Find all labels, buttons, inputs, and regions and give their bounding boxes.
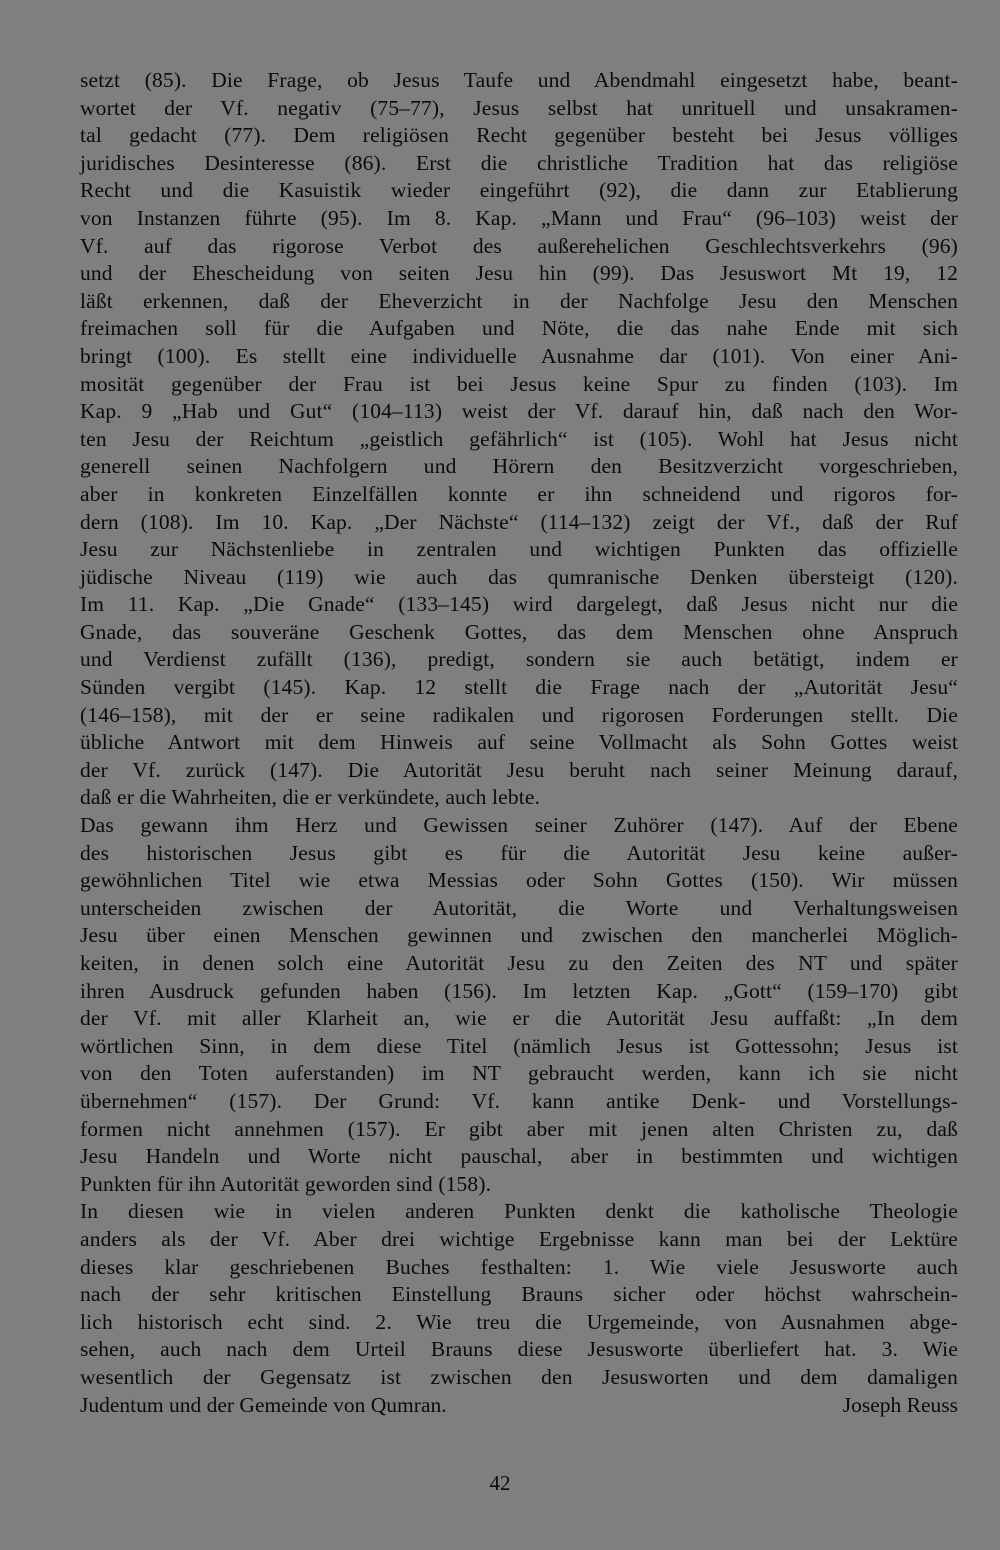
- text-line: dern (108). Im 10. Kap. „Der Nächste“ (114–132) zeigt der Vf., daß der Ruf: [80, 509, 958, 534]
- text-line: freimachen soll für die Aufgaben und Nöte, die das nahe Ende mit sich: [80, 316, 958, 341]
- text-line: setzt (85). Die Frage, ob Jesus Taufe und Abendmahl eingesetzt habe, beant-: [80, 68, 958, 92]
- text-line: keiten, in denen solch eine Autorität Jesu zu den Zeiten des NT und später: [80, 951, 958, 975]
- text-line: bringt (100). Es stellt eine individuelle Ausnahme dar (101). Von einer Ani-: [80, 343, 958, 368]
- text-line: generell seinen Nachfolgern und Hörern den Besitzverzicht vorgeschrieben,: [80, 454, 958, 479]
- text-line: aber in konkreten Einzelfällen konnte er ihn schneidend und rigoros for-: [80, 481, 958, 506]
- page-number: 42: [489, 1471, 511, 1495]
- text-line: Jesu über einen Menschen gewinnen und zwischen den mancherlei Möglich-: [80, 923, 958, 948]
- text-line: daß er die Wahrheiten, die er verkündete, auch lebte.: [80, 785, 541, 810]
- text-line: ten Jesu der Reichtum „geistlich gefährlich“ ist (105). Wohl hat Jesus nicht: [80, 426, 958, 451]
- text-line: übernehmen“ (157). Der Grund: Vf. kann antike Denk- und Vorstellungs-: [80, 1088, 958, 1113]
- text-line: übliche Antwort mit dem Hinweis auf seine Vollmacht als Sohn Gottes weist: [80, 730, 958, 755]
- text-line: wesentlich der Gegensatz ist zwischen den Jesusworten und dem damaligen: [80, 1364, 958, 1389]
- paragraph: [80, 1198, 958, 1391]
- text-line: Jesu Handeln und Worte nicht pauschal, aber in bestimmten und wichtigen: [80, 1144, 958, 1169]
- text-line: anders als der Vf. Aber drei wichtige Ergebnisse kann man bei der Lektüre: [80, 1226, 958, 1251]
- author-signature: Joseph Reuss: [842, 1392, 958, 1417]
- text-line: und Verdienst zufällt (136), predigt, sondern sie auch betätigt, indem er: [80, 647, 958, 672]
- text-line: gewöhnlichen Titel wie etwa Messias oder Sohn Gottes (150). Wir müssen: [80, 868, 958, 893]
- text-line: läßt erkennen, daß der Eheverzicht in der Nachfolge Jesu den Menschen: [80, 288, 958, 313]
- text-line: Jesu zur Nächstenliebe in zentralen und wichtigen Punkten das offizielle: [80, 537, 958, 562]
- text-line: Vf. auf das rigorose Verbot des außerehelichen Geschlechtsverkehrs (96): [80, 233, 958, 258]
- text-line: Gnade, das souveräne Geschenk Gottes, das dem Menschen ohne Anspruch: [80, 619, 958, 644]
- text-line: Sünden vergibt (145). Kap. 12 stellt die Frage nach der „Autorität Jesu“: [80, 675, 958, 700]
- text-line: sehen, auch nach dem Urteil Brauns diese Jesusworte überliefert hat. 3. Wie: [80, 1337, 958, 1362]
- text-line: Im 11. Kap. „Die Gnade“ (133–145) wird dargelegt, daß Jesus nicht nur die: [80, 592, 958, 617]
- text-line: lich historisch echt sind. 2. Wie treu die Urgemeinde, von Ausnahmen abge-: [80, 1309, 958, 1334]
- text-line: Kap. 9 „Hab und Gut“ (104–113) weist der Vf. darauf hin, daß nach den Wor-: [80, 399, 958, 424]
- text-line: des historischen Jesus gibt es für die Autorität Jesu keine außer-: [80, 840, 958, 865]
- text-line: von den Toten auferstanden) im NT gebraucht werden, kann ich sie nicht: [80, 1061, 958, 1086]
- text-line: Punkten für ihn Autorität geworden sind (158).: [80, 1171, 492, 1196]
- text-line: Das gewann ihm Herz und Gewissen seiner Zuhörer (147). Auf der Ebene: [80, 813, 958, 838]
- text-line: ihren Ausdruck gefunden haben (156). Im letzten Kap. „Gott“ (159–170) gibt: [80, 978, 958, 1003]
- text-line: In diesen wie in vielen anderen Punkten denkt die katholische Theologie: [80, 1199, 958, 1224]
- text-line: jüdische Niveau (119) wie auch das qumranische Denken übersteigt (120).: [80, 564, 958, 589]
- closing-line: [80, 1392, 958, 1420]
- text-line: nach der sehr kritischen Einstellung Brauns sicher oder höchst wahrschein-: [80, 1282, 958, 1307]
- text-line: von Instanzen führte (95). Im 8. Kap. „Mann und Frau“ (96–103) weist der: [80, 205, 958, 230]
- paragraph: [80, 812, 958, 1198]
- text-line: der Vf. mit aller Klarheit an, wie er die Autorität Jesu auffaßt: „In dem: [80, 1006, 958, 1031]
- text-line: und der Ehescheidung von seiten Jesu hin (99). Das Jesuswort Mt 19, 12: [80, 261, 958, 286]
- text-line: (146–158), mit der er seine radikalen und rigorosen Forderungen stellt. Die: [80, 702, 958, 727]
- paragraph: [80, 67, 958, 812]
- text-line: juridisches Desinteresse (86). Erst die christliche Tradition hat das religiöse: [80, 150, 958, 175]
- text-line: der Vf. zurück (147). Die Autorität Jesu beruht nach seiner Meinung darauf,: [80, 757, 958, 782]
- text-line: dieses klar geschriebenen Buches festhalten: 1. Wie viele Jesusworte auch: [80, 1254, 958, 1279]
- closing-text: Judentum und der Gemeinde von Qumran.: [80, 1392, 447, 1417]
- text-line: Recht und die Kasuistik wieder eingeführt (92), die dann zur Etablierung: [80, 178, 958, 203]
- body-text: [80, 67, 958, 1419]
- text-line: mosität gegenüber der Frau ist bei Jesus keine Spur zu finden (103). Im: [80, 371, 958, 396]
- text-line: wortet der Vf. negativ (75–77), Jesus selbst hat unrituell und unsakramen-: [80, 95, 958, 120]
- text-line: tal gedacht (77). Dem religiösen Recht gegenüber besteht bei Jesus völliges: [80, 123, 958, 148]
- text-line: unterscheiden zwischen der Autorität, die Worte und Verhaltungsweisen: [80, 895, 958, 920]
- text-line: wörtlichen Sinn, in dem diese Titel (nämlich Jesus ist Gottessohn; Jesus ist: [80, 1033, 958, 1058]
- text-line: formen nicht annehmen (157). Er gibt aber mit jenen alten Christen zu, daß: [80, 1116, 958, 1141]
